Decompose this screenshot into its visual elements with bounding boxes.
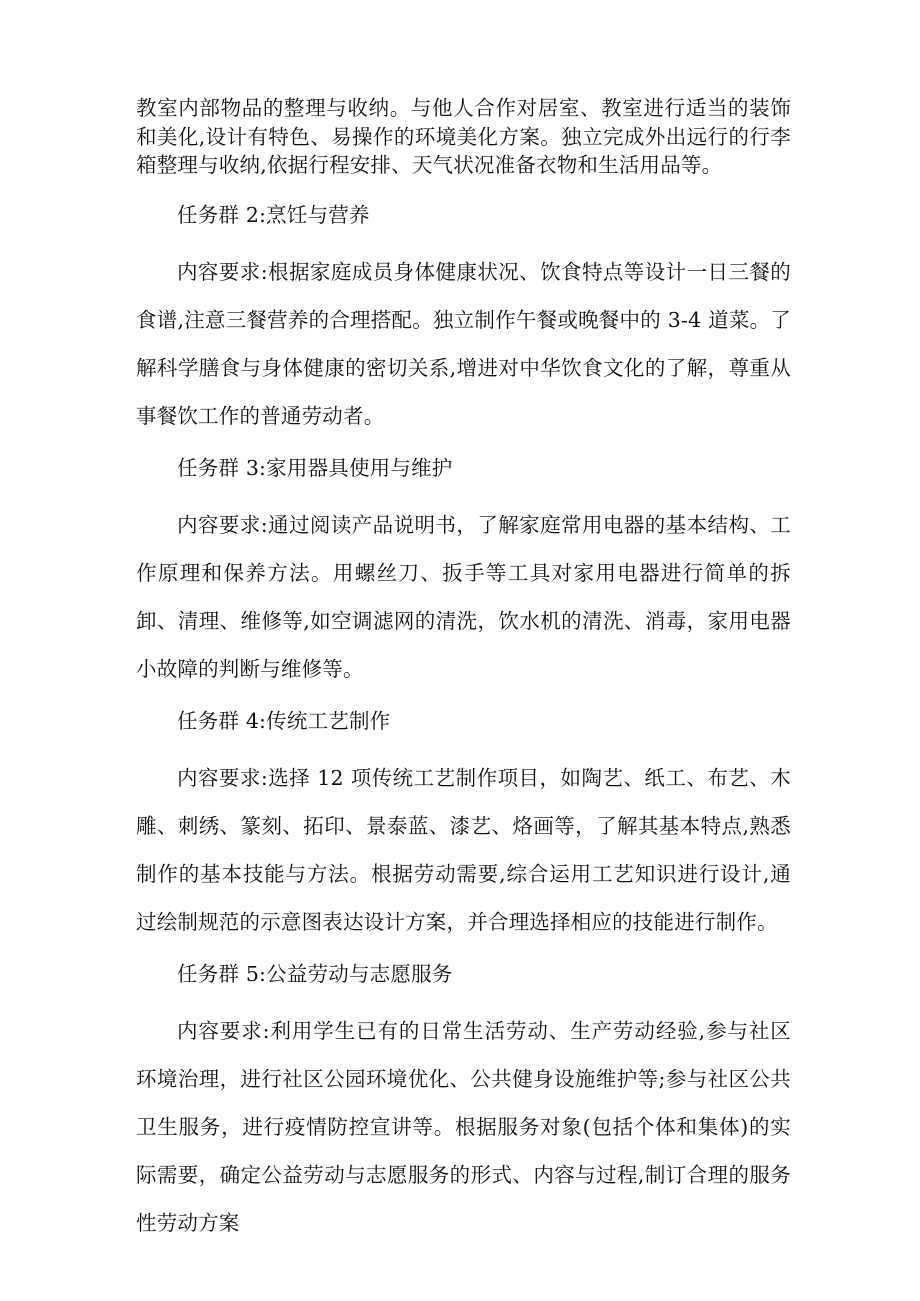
intro-paragraph: 教室内部物品的整理与收纳。与他人合作对居室、教室进行适当的装饰和美化,设计有特色、易操作的环境美化方案。独立完成外出远行的行李箱整理与收纳,依据行程安排、天气状况准备衣物和生活用品等。: [136, 96, 791, 177]
section-heading-5: 任务群 5:公益劳动与志愿服务: [177, 961, 453, 986]
section-heading-2: 任务群 2:烹饪与营养: [177, 202, 370, 227]
section-content-5: 内容要求:利用学生已有的日常生活劳动、生产劳动经验,参与社区环境治理，进行社区公园环境优化、公共健身设施维护等;参与社区公共卫生服务，进行疫情防控宣讲等。根据服务对象(包括个体和集体)的实际需要，确定公益劳动与志愿服务的形式、内容与过程,制订合理的服务性劳动方案: [136, 1018, 791, 1235]
section-heading-3: 任务群 3:家用器具使用与维护: [177, 455, 453, 480]
document-body: [136, 94, 791, 1260]
section-content-3: 内容要求:通过阅读产品说明书，了解家庭常用电器的基本结构、工作原理和保养方法。用螺丝刀、扳手等工具对家用电器进行简单的拆卸、清理、维修等,如空调滤网的清洗，饮水机的清洗、消毒，家用电器小故障的判断与维修等。: [136, 512, 791, 681]
section-heading-4: 任务群 4:传统工艺制作: [177, 708, 391, 733]
section-content-4: 内容要求:选择 12 项传统工艺制作项目，如陶艺、纸工、布艺、木雕、刺绣、篆刻、拓印、景泰蓝、漆艺、烙画等，了解其基本特点,熟悉制作的基本技能与方法。根据劳动需要,综合运用工艺知识进行设计,通过绘制规范的示意图表达设计方案，并合理选择相应的技能进行制作。: [136, 765, 791, 934]
section-content-2: 内容要求:根据家庭成员身体健康状况、饮食特点等设计一日三餐的食谱,注意三餐营养的合理搭配。独立制作午餐或晚餐中的 3-4 道菜。了解科学膳食与身体健康的密切关系,增进对中华饮食文化的了解，尊重从事餐饮工作的普通劳动者。: [136, 259, 791, 428]
